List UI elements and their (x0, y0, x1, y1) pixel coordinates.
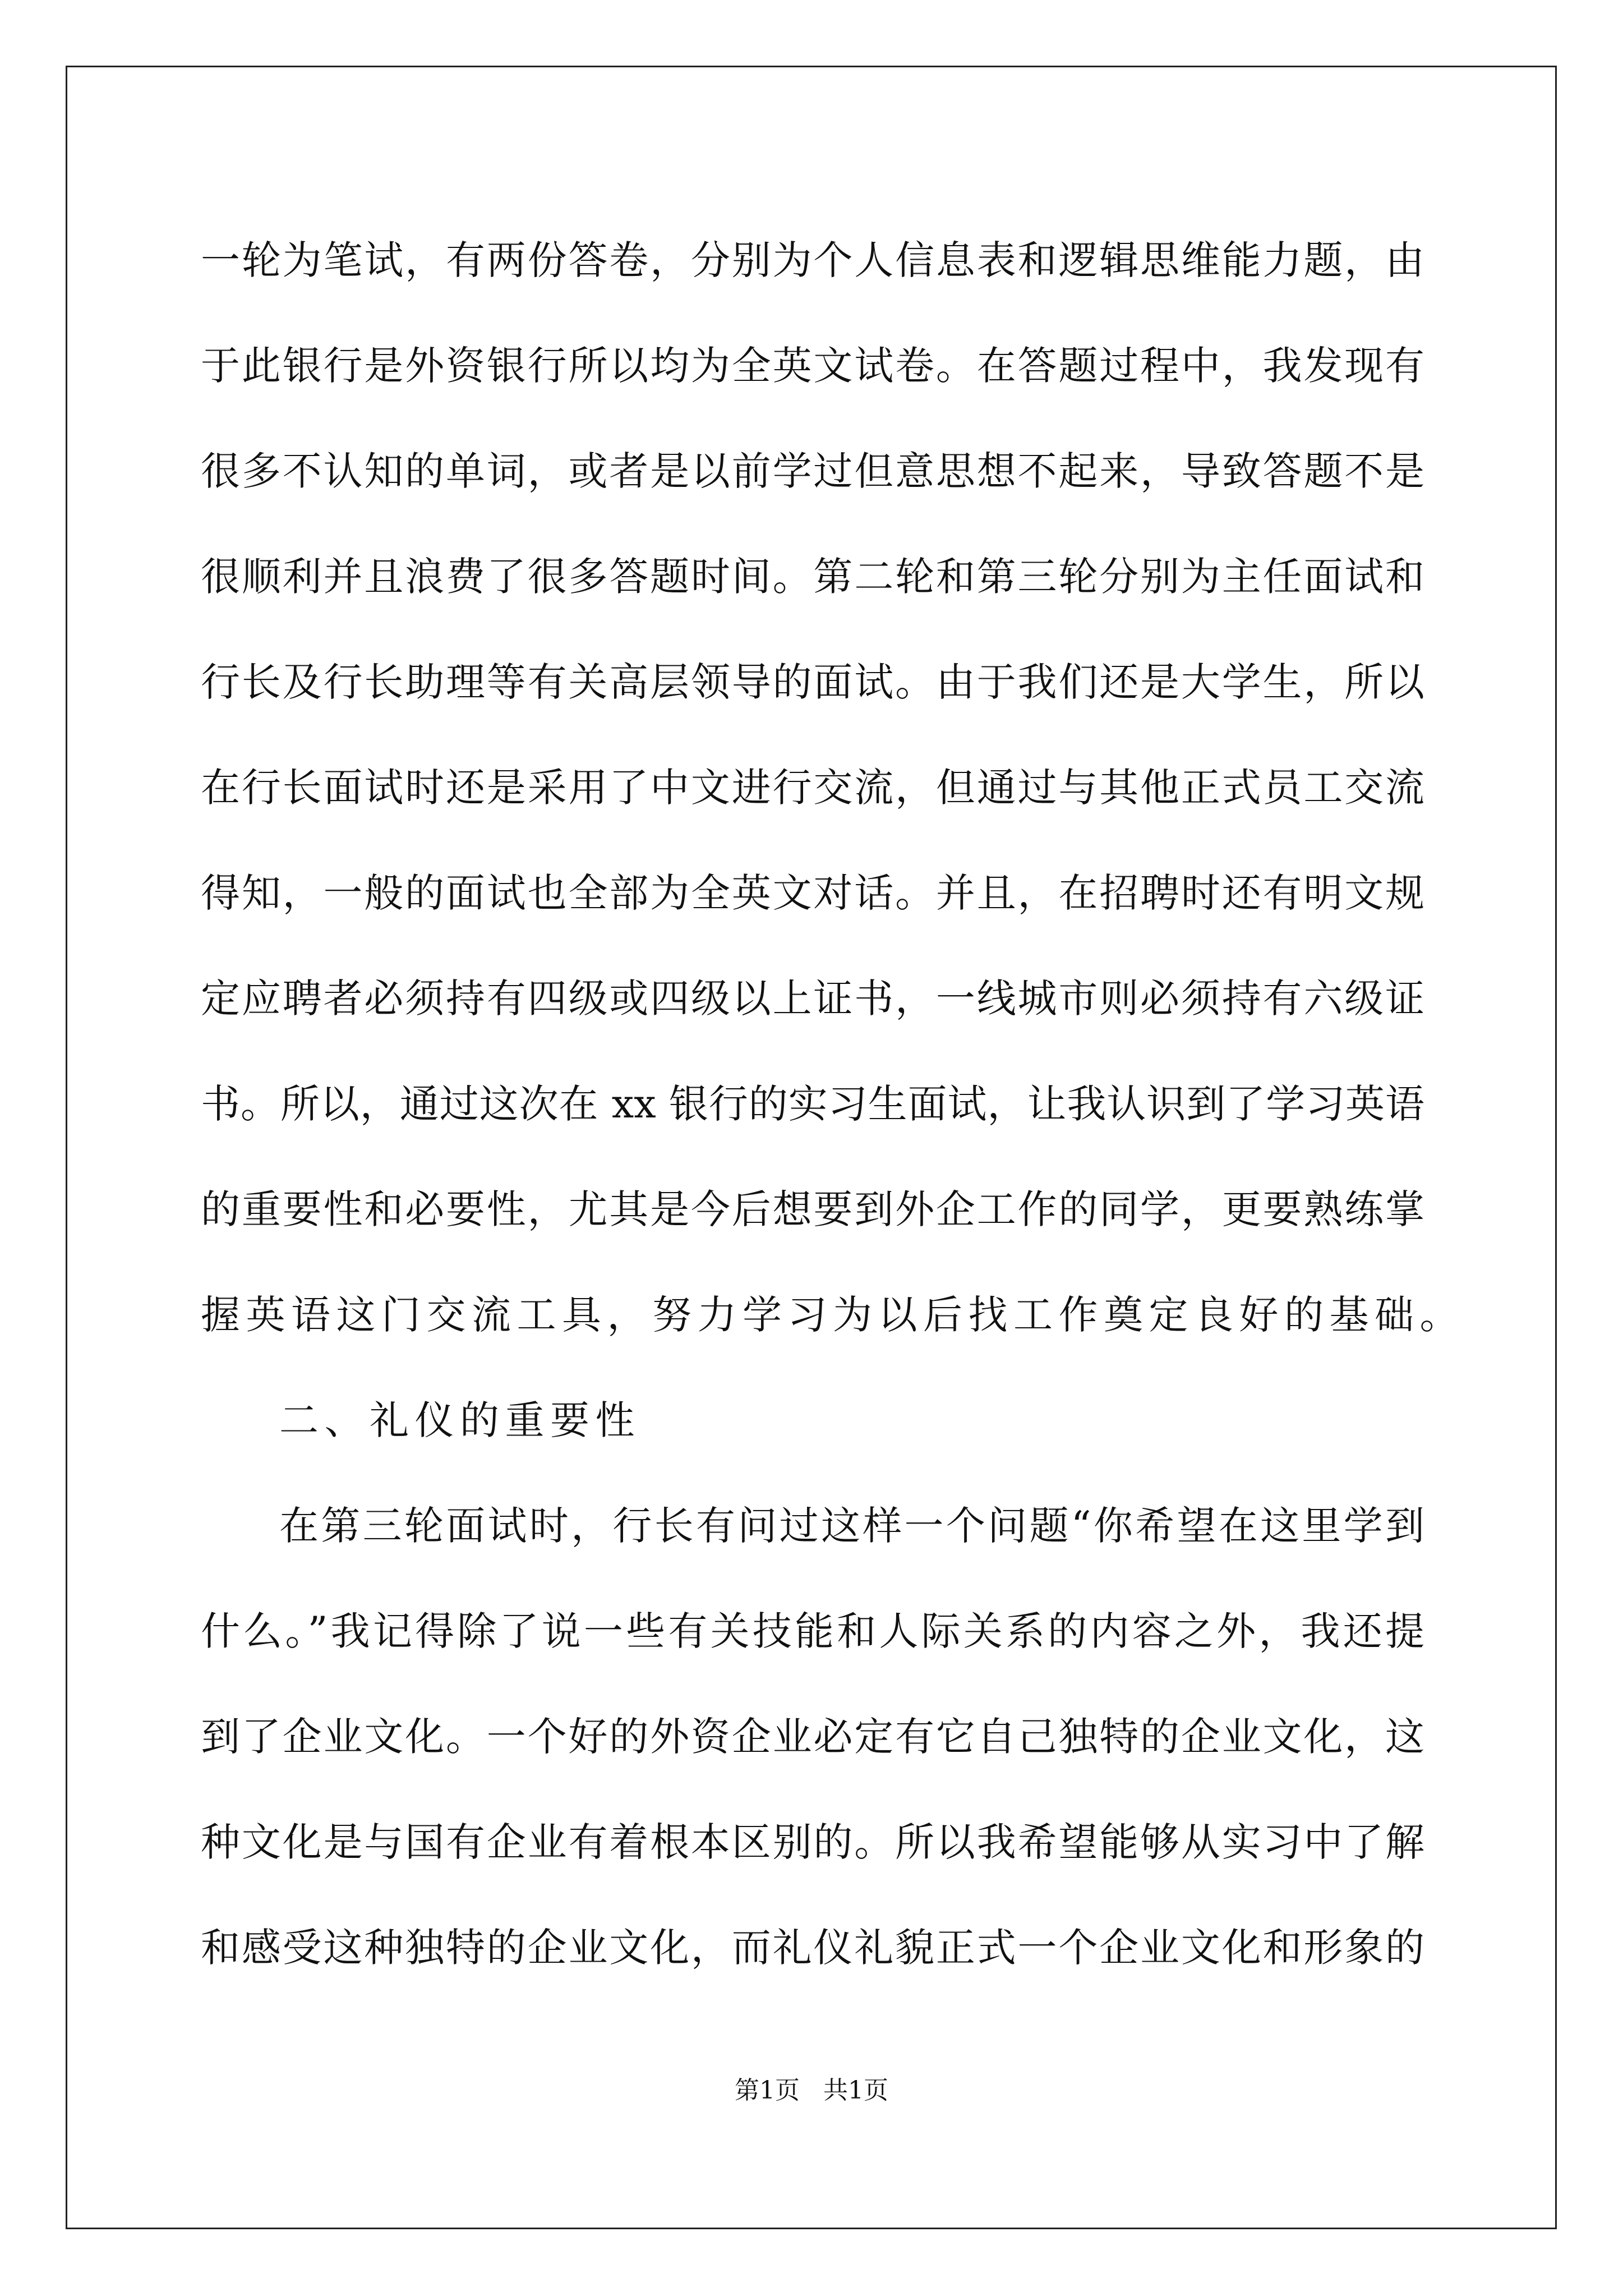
text-line: 很顺利并且浪费了很多答题时间。第二轮和第三轮分别为主任面试和 (201, 554, 1424, 600)
text-line: 握英语这门交流工具，努力学习为以后找工作奠定良好的基础。 (201, 1292, 1465, 1338)
text-line: 一轮为笔试，有两份答卷，分别为个人信息表和逻辑思维能力题，由 (201, 237, 1424, 283)
page-number-label: 第1页 共1页 (735, 2076, 888, 2105)
text-line: 在行长面试时还是采用了中文进行交流，但通过与其他正式员工交流 (201, 765, 1424, 811)
section-heading: 二、礼仪的重要性 (279, 1397, 640, 1443)
text-line: 书。所以，通过这次在 xx 银行的实习生面试，让我认识到了学习英语 (201, 1081, 1424, 1127)
page-footer (0, 2070, 1623, 2106)
text-line: 得知，一般的面试也全部为全英文对话。并且，在招聘时还有明文规 (201, 870, 1424, 916)
text-line: 什么。”我记得除了说一些有关技能和人际关系的内容之外，我还提 (201, 1608, 1424, 1654)
text-line: 在第三轮面试时，行长有问过这样一个问题“你希望在这里学到 (279, 1503, 1424, 1549)
text-line: 到了企业文化。一个好的外资企业必定有它自己独特的企业文化，这 (201, 1714, 1424, 1760)
text-line: 和感受这种独特的企业文化，而礼仪礼貌正式一个企业文化和形象的 (201, 1925, 1424, 1971)
document-body (201, 208, 1465, 2000)
text-line: 很多不认知的单词，或者是以前学过但意思想不起来，导致答题不是 (201, 448, 1424, 494)
text-line: 定应聘者必须持有四级或四级以上证书，一线城市则必须持有六级证 (201, 976, 1424, 1022)
text-line: 行长及行长助理等有关高层领导的面试。由于我们还是大学生，所以 (201, 659, 1424, 705)
text-line: 于此银行是外资银行所以均为全英文试卷。在答题过程中，我发现有 (201, 343, 1424, 389)
text-line: 的重要性和必要性，尤其是今后想要到外企工作的同学，更要熟练掌 (201, 1186, 1424, 1232)
text-line: 种文化是与国有企业有着根本区别的。所以我希望能够从实习中了解 (201, 1819, 1424, 1865)
